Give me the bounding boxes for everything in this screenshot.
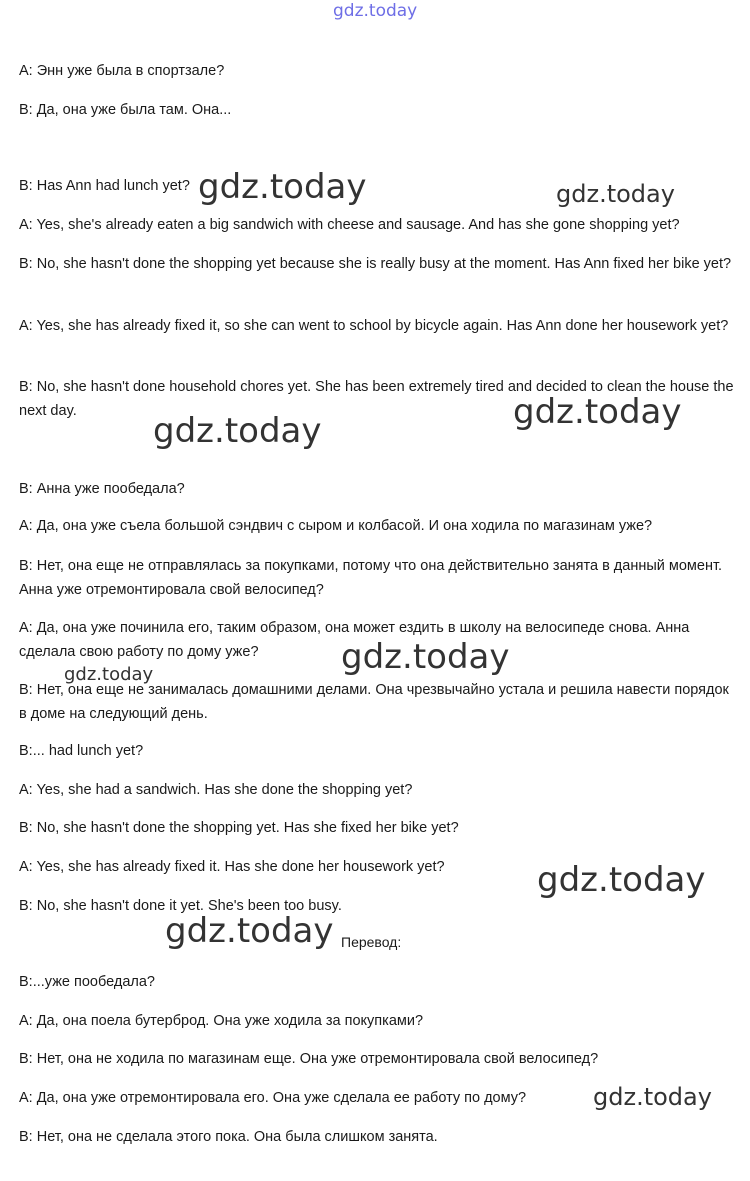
text-line: B:...уже пообедала?: [19, 974, 155, 990]
watermark: gdz.today: [64, 664, 154, 685]
watermark: gdz.today: [341, 637, 510, 677]
text-line: B: No, she hasn't done the shopping yet. Has she fixed her bike yet?: [19, 820, 459, 836]
watermark: gdz.today: [556, 180, 675, 208]
text-line: B: No, she hasn't done it yet. She's been too busy.: [19, 898, 342, 914]
text-line: А: Да, она уже отремонтировала его. Она уже сделала ее работу по дому?: [19, 1090, 527, 1106]
text-line: А: Да, она поела бутерброд. Она уже ходила за покупками?: [19, 1013, 424, 1029]
top-watermark: gdz.today: [333, 1, 418, 21]
text-line: A: Yes, she's already eaten a big sandwich with cheese and sausage. And has she gone shopping yet?: [19, 217, 680, 233]
watermark: gdz.today: [165, 911, 334, 951]
text-line: B: Да, она уже была там. Она...: [19, 102, 232, 118]
watermark: gdz.today: [153, 411, 322, 451]
text-line: В: Нет, она еще не занималась домашними делами. Она чрезвычайно устала и решила навести порядок в доме на следующий день.: [19, 682, 729, 722]
text-line: А: Да, она уже съела большой сэндвич с сыром и колбасой. И она ходила по магазинам уже?: [19, 518, 653, 534]
text-line: В: Нет, она еще не отправлялась за покупками, потому что она действительно занята в данный момент. Анна уже отремонтировала свой велосипед?: [19, 558, 723, 598]
text-line: A: Энн уже была в спортзале?: [19, 63, 225, 79]
text-line: B: No, she hasn't done the shopping yet because she is really busy at the moment. Has Ann fixed her bike yet?: [19, 256, 732, 272]
watermark: gdz.today: [198, 167, 367, 207]
text-line: В: Нет, она не сделала этого пока. Она была слишком занята.: [19, 1129, 438, 1145]
text-line: B:... had lunch yet?: [19, 743, 144, 759]
watermark: gdz.today: [593, 1083, 712, 1111]
watermark: gdz.today: [513, 392, 682, 432]
text-line: A: Yes, she had a sandwich. Has she done the shopping yet?: [19, 782, 413, 798]
translation-label: Перевод:: [341, 934, 402, 950]
text-line: A: Yes, she has already fixed it, so she can went to school by bicycle again. Has Ann done her housework yet?: [19, 318, 729, 334]
text-line: B: No, she hasn't done household chores yet. She has been extremely tired and decided to clean the house the next day.: [19, 379, 734, 419]
text-line: A: Yes, she has already fixed it. Has she done her housework yet?: [19, 859, 445, 875]
text-line: В: Нет, она не ходила по магазинам еще. Она уже отремонтировала свой велосипед?: [19, 1051, 599, 1067]
text-line: А: Да, она уже починила его, таким образом, она может ездить в школу на велосипеде снова. Анна сделала свою работу по дому уже?: [19, 620, 690, 660]
text-line: B: Анна уже пообедала?: [19, 481, 185, 497]
watermark: gdz.today: [537, 860, 706, 900]
text-line: B: Has Ann had lunch yet?: [19, 178, 190, 194]
